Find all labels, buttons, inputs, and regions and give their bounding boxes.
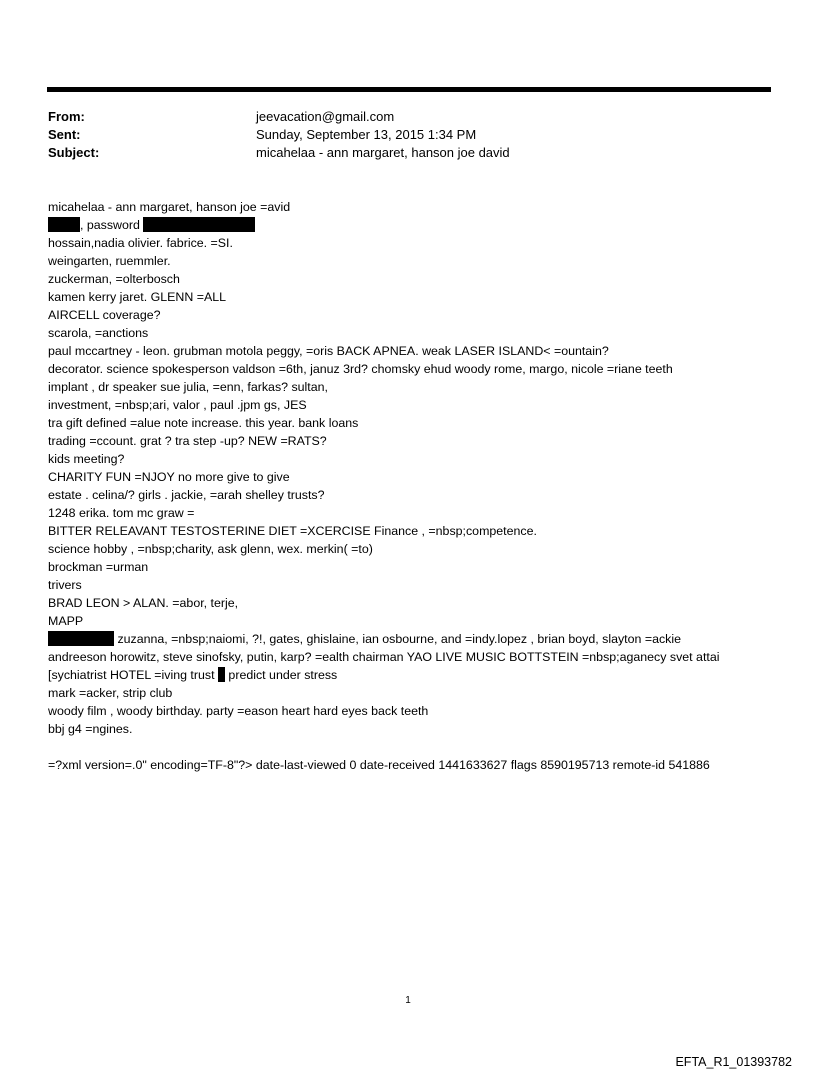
- body-line: trading =ccount. grat ? tra step -up? NEW =RATS?: [48, 434, 327, 448]
- body-line: AIRCELL coverage?: [48, 308, 161, 322]
- from-label: From:: [48, 109, 85, 124]
- body-line: [48, 666, 788, 684]
- body-line: bbj g4 =ngines.: [48, 722, 133, 736]
- body-line: kids meeting?: [48, 452, 125, 466]
- sent-label: Sent:: [48, 127, 81, 142]
- body-line: weingarten, ruemmler.: [48, 254, 171, 268]
- body-line: zuckerman, =olterbosch: [48, 272, 180, 286]
- body-line: woody film , woody birthday. party =eason heart hard eyes back teeth: [48, 704, 429, 718]
- email-body: [48, 198, 788, 774]
- body-line: decorator. science spokesperson valdson =6th, januz 3rd? chomsky ehud woody rome, margo, nicole =riane teeth: [48, 362, 673, 376]
- email-header: [48, 108, 768, 162]
- body-line: BRAD LEON > ALAN. =abor, terje,: [48, 596, 239, 610]
- header-rule: [47, 87, 771, 92]
- body-line: hossain,nadia olivier. fabrice. =SI.: [48, 236, 233, 250]
- body-line: 1248 erika. tom mc graw =: [48, 506, 195, 520]
- body-line: estate . celina/? girls . jackie, =arah shelley trusts?: [48, 488, 325, 502]
- body-line: kamen kerry jaret. GLENN =ALL: [48, 290, 227, 304]
- body-line: paul mccartney - leon. grubman motola peggy, =oris BACK APNEA. weak LASER ISLAND< =ountain?: [48, 344, 609, 358]
- body-line: micahelaa - ann margaret, hanson joe =avid: [48, 200, 291, 214]
- body-text: zuzanna, =nbsp;naiomi, ?!, gates, ghislaine, ian osbourne, and =indy.lopez , brian boyd, slayton =ackie: [114, 632, 682, 646]
- body-line: MAPP: [48, 614, 84, 628]
- redaction-box: [48, 631, 114, 646]
- body-line: brockman =urman: [48, 560, 149, 574]
- bates-number: EFTA_R1_01393782: [675, 1055, 792, 1069]
- redaction-box: [48, 217, 80, 232]
- page-number: 1: [405, 995, 411, 1006]
- body-line: science hobby , =nbsp;charity, ask glenn, wex. merkin( =to): [48, 542, 373, 556]
- body-text: [sychiatrist HOTEL =iving trust: [48, 668, 215, 682]
- redaction-box: [143, 217, 255, 232]
- body-line: BITTER RELEAVANT TESTOSTERINE DIET =XCERCISE Finance , =nbsp;competence.: [48, 524, 537, 538]
- body-text: predict under stress: [224, 668, 338, 682]
- body-line: scarola, =anctions: [48, 326, 149, 340]
- from-row: [48, 108, 768, 126]
- body-line: investment, =nbsp;ari, valor , paul .jpm gs, JES: [48, 398, 307, 412]
- body-line: [48, 630, 788, 648]
- blank-line: [48, 738, 788, 756]
- body-text: , password: [80, 218, 140, 232]
- body-line: [48, 216, 788, 234]
- body-line: =?xml version=.0" encoding=TF-8"?> date-last-viewed 0 date-received 1441633627 flags 8590195713 remote-id 541886: [48, 758, 710, 772]
- body-line: CHARITY FUN =NJOY no more give to give: [48, 470, 290, 484]
- from-value: jeevacation@gmail.com: [256, 109, 395, 124]
- body-line: mark =acker, strip club: [48, 686, 173, 700]
- redaction-box: [218, 667, 225, 682]
- body-line: andreeson horowitz, steve sinofsky, putin, karp? =ealth chairman YAO LIVE MUSIC BOTTSTEIN =nbsp;aganecy svet attai: [48, 650, 720, 664]
- sent-row: [48, 126, 768, 144]
- subject-value: micahelaa - ann margaret, hanson joe david: [256, 145, 510, 160]
- subject-row: [48, 144, 768, 162]
- body-line: tra gift defined =alue note increase. this year. bank loans: [48, 416, 359, 430]
- subject-label: Subject:: [48, 145, 100, 160]
- body-line: implant , dr speaker sue julia, =enn, farkas? sultan,: [48, 380, 328, 394]
- sent-value: Sunday, September 13, 2015 1:34 PM: [256, 127, 477, 142]
- body-line: trivers: [48, 578, 82, 592]
